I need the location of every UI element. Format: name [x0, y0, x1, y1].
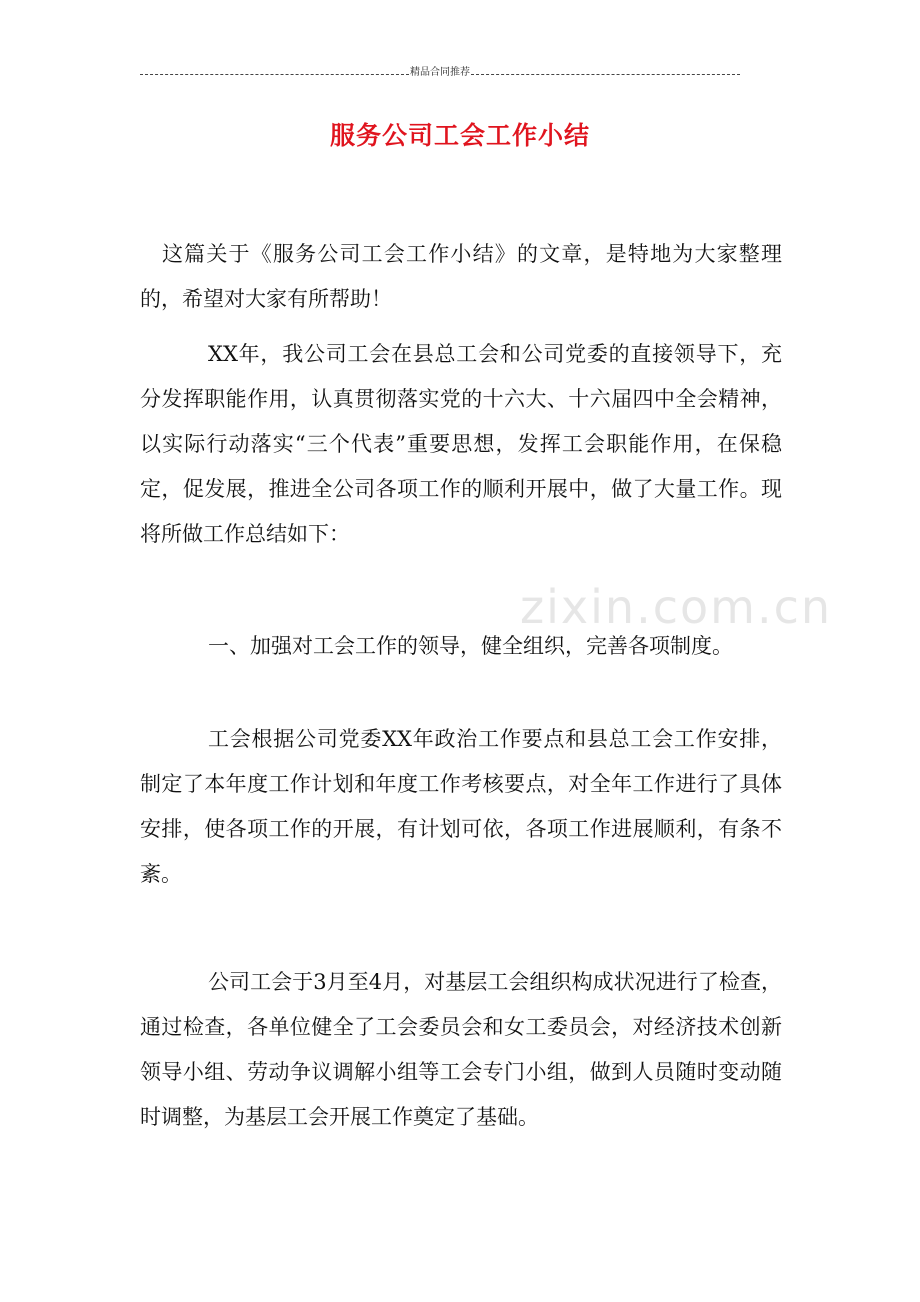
watermark: zixin.com.cn: [520, 580, 833, 634]
paragraph-intro: 这篇关于《服务公司工会工作小结》的文章，是特地为大家整理的，希望对大家有所帮助！: [140, 242, 782, 311]
page-header: [140, 66, 740, 80]
paragraph-inspection: 公司工会于3月至4月，对基层工会组织构成状况进行了检查，通过检查，各单位健全了工会委员会和女工委员会，对经济技术创新领导小组、劳动争议调解小组等工会专门小组，做到人员随时变动随时调整，为基层工会开展工作奠定了基础。: [140, 970, 782, 1129]
section-heading-1: 一、加强对工会工作的领导，健全组织，完善各项制度。: [208, 634, 733, 658]
header-dashed-line-left: [140, 74, 409, 75]
document-title: 服务公司工会工作小结: [329, 121, 590, 150]
paragraph-work-plan: 工会根据公司党委XX年政治工作要点和县总工会工作安排，制定了本年度工作计划和年度工作考核要点，对全年工作进行了具体安排，使各项工作的开展，有计划可依，各项工作进展顺利，有条不紊。: [140, 727, 782, 886]
header-label: 精品合同推荐: [410, 67, 470, 78]
paragraph-overview: XX年，我公司工会在县总工会和公司党委的直接领导下，充分发挥职能作用，认真贯彻落实党的十六大、十六届四中全会精神，以实际行动落实“三个代表”重要思想，发挥工会职能作用，在保稳定，促发展，推进全公司各项工作的顺利开展中，做了大量工作。现将所做工作总结如下：: [140, 342, 782, 546]
header-dashed-line-right: [471, 74, 740, 75]
